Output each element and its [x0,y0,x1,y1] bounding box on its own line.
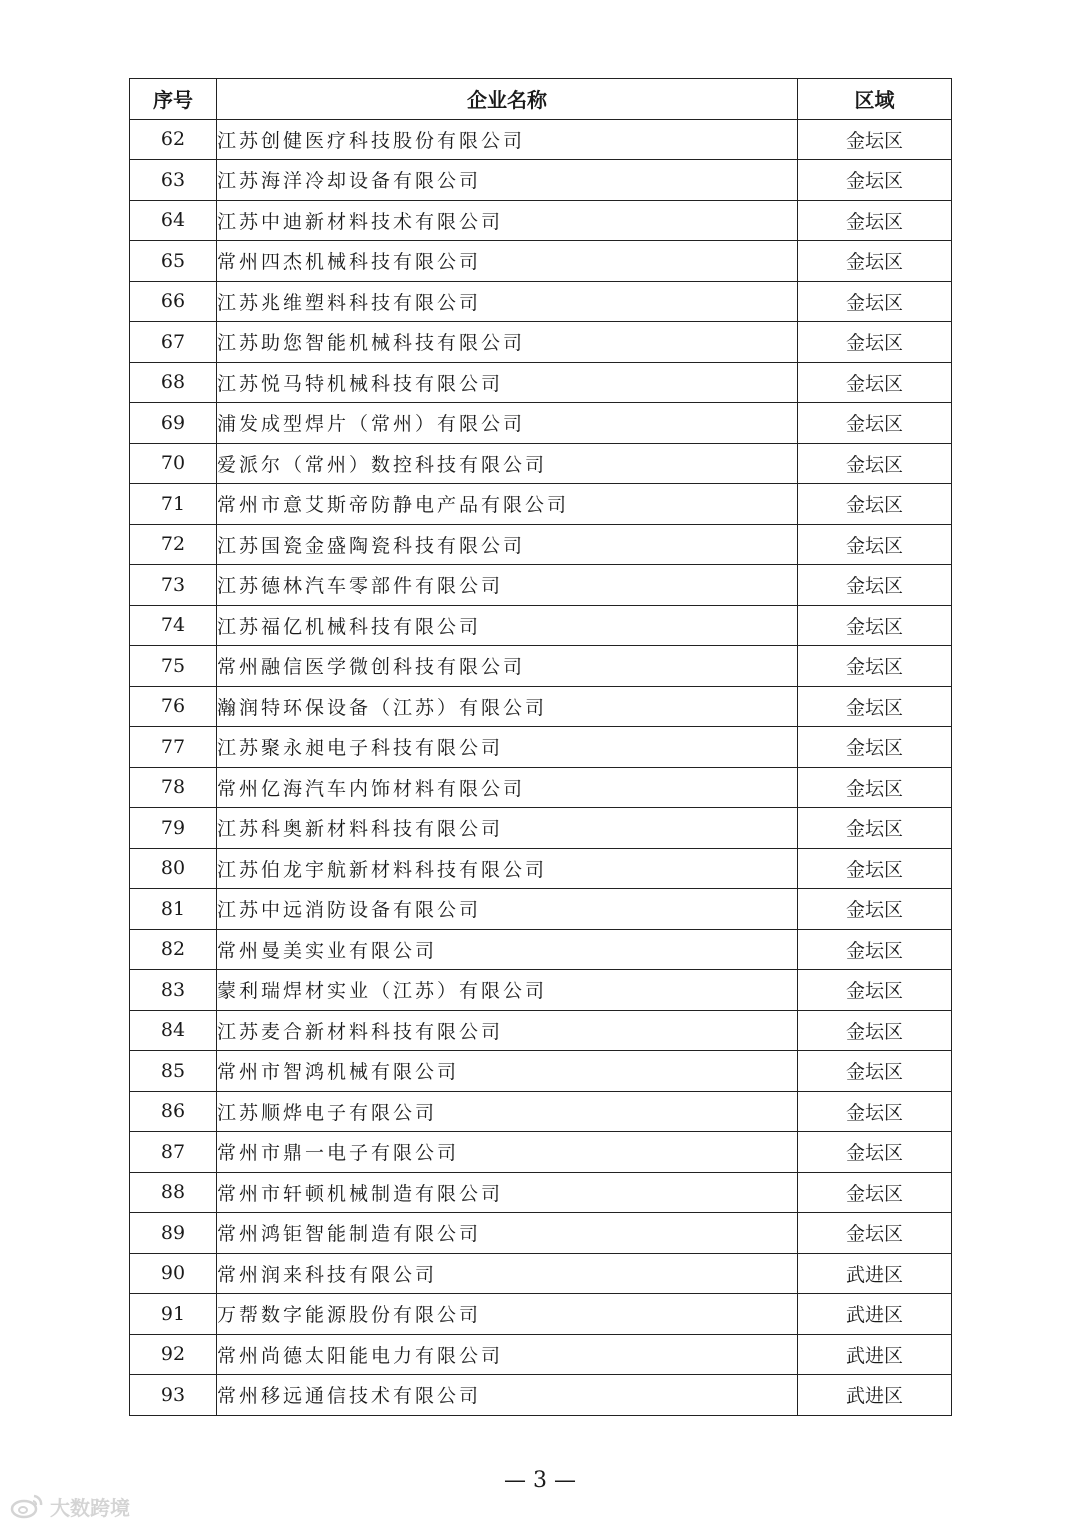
cell-company-name: 江苏兆维塑料科技有限公司 [217,281,798,322]
table-row [130,808,952,849]
cell-company-name: 常州尚德太阳能电力有限公司 [217,1334,798,1375]
cell-region: 金坛区 [798,524,952,565]
table-row [130,362,952,403]
table-row [130,565,952,606]
cell-region: 金坛区 [798,808,952,849]
table-row [130,524,952,565]
cell-serial-number: 72 [130,524,217,565]
cell-region: 金坛区 [798,484,952,525]
cell-region: 金坛区 [798,241,952,282]
table-row [130,1375,952,1416]
cell-company-name: 江苏中远消防设备有限公司 [217,889,798,930]
table-row [130,1091,952,1132]
cell-region: 金坛区 [798,362,952,403]
cell-company-name: 江苏悦马特机械科技有限公司 [217,362,798,403]
cell-company-name: 常州市鼎一电子有限公司 [217,1132,798,1173]
cell-region: 金坛区 [798,929,952,970]
cell-serial-number: 90 [130,1253,217,1294]
cell-region: 金坛区 [798,565,952,606]
cell-company-name: 江苏海洋冷却设备有限公司 [217,160,798,201]
cell-region: 金坛区 [798,403,952,444]
cell-region: 金坛区 [798,160,952,201]
weibo-logo-icon [10,1493,44,1519]
cell-company-name: 常州市意艾斯帝防静电产品有限公司 [217,484,798,525]
cell-company-name: 江苏助您智能机械科技有限公司 [217,322,798,363]
table-row [130,646,952,687]
cell-region: 金坛区 [798,848,952,889]
table-row [130,1172,952,1213]
cell-company-name: 常州鸿钜智能制造有限公司 [217,1213,798,1254]
cell-region: 金坛区 [798,1213,952,1254]
cell-serial-number: 62 [130,119,217,160]
cell-company-name: 江苏伯龙宇航新材料科技有限公司 [217,848,798,889]
table-row [130,119,952,160]
cell-region: 金坛区 [798,119,952,160]
page-number: — 3 — [504,1468,576,1493]
cell-company-name: 江苏国瓷金盛陶瓷科技有限公司 [217,524,798,565]
cell-serial-number: 69 [130,403,217,444]
cell-company-name: 常州四杰机械科技有限公司 [217,241,798,282]
table-row [130,1010,952,1051]
cell-company-name: 万帮数字能源股份有限公司 [217,1294,798,1335]
table-row [130,727,952,768]
header-serial-number: 序号 [130,79,217,120]
table-row [130,322,952,363]
table-row [130,1294,952,1335]
cell-serial-number: 64 [130,200,217,241]
header-company-name: 企业名称 [217,79,798,120]
cell-company-name: 爱派尔（常州）数控科技有限公司 [217,443,798,484]
cell-region: 金坛区 [798,443,952,484]
cell-serial-number: 68 [130,362,217,403]
table-row [130,1132,952,1173]
cell-company-name: 江苏德林汽车零部件有限公司 [217,565,798,606]
cell-serial-number: 83 [130,970,217,1011]
cell-region: 金坛区 [798,1172,952,1213]
cell-region: 金坛区 [798,1051,952,1092]
cell-serial-number: 73 [130,565,217,606]
cell-serial-number: 91 [130,1294,217,1335]
cell-company-name: 浦发成型焊片（常州）有限公司 [217,403,798,444]
table-row [130,889,952,930]
cell-serial-number: 81 [130,889,217,930]
cell-company-name: 常州亿海汽车内饰材料有限公司 [217,767,798,808]
table-row [130,241,952,282]
cell-company-name: 常州润来科技有限公司 [217,1253,798,1294]
table-row [130,686,952,727]
table-row [130,970,952,1011]
cell-company-name: 常州市智鸿机械有限公司 [217,1051,798,1092]
table-row [130,1051,952,1092]
cell-region: 金坛区 [798,970,952,1011]
cell-company-name: 江苏福亿机械科技有限公司 [217,605,798,646]
table-row [130,403,952,444]
cell-serial-number: 74 [130,605,217,646]
table-row [130,1253,952,1294]
cell-serial-number: 92 [130,1334,217,1375]
cell-serial-number: 63 [130,160,217,201]
cell-serial-number: 84 [130,1010,217,1051]
cell-company-name: 江苏顺烨电子有限公司 [217,1091,798,1132]
cell-region: 金坛区 [798,281,952,322]
watermark-text: 大数跨境 [50,1495,130,1520]
table-header-row [130,79,952,120]
table-row [130,929,952,970]
cell-company-name: 常州市轩顿机械制造有限公司 [217,1172,798,1213]
cell-region: 武进区 [798,1294,952,1335]
cell-region: 金坛区 [798,200,952,241]
table-row [130,605,952,646]
header-region: 区域 [798,79,952,120]
cell-company-name: 瀚润特环保设备（江苏）有限公司 [217,686,798,727]
cell-region: 金坛区 [798,1010,952,1051]
cell-serial-number: 67 [130,322,217,363]
cell-region: 武进区 [798,1253,952,1294]
cell-company-name: 江苏聚永昶电子科技有限公司 [217,727,798,768]
cell-company-name: 江苏科奥新材料科技有限公司 [217,808,798,849]
cell-region: 金坛区 [798,727,952,768]
cell-serial-number: 77 [130,727,217,768]
cell-serial-number: 79 [130,808,217,849]
cell-region: 金坛区 [798,1132,952,1173]
table-row [130,1213,952,1254]
cell-company-name: 江苏中迪新材料技术有限公司 [217,200,798,241]
cell-region: 金坛区 [798,646,952,687]
cell-serial-number: 89 [130,1213,217,1254]
watermark [10,1491,130,1521]
table-body [130,119,952,1415]
table-row [130,767,952,808]
cell-region: 武进区 [798,1375,952,1416]
enterprise-table [129,78,952,1416]
cell-serial-number: 87 [130,1132,217,1173]
cell-region: 金坛区 [798,322,952,363]
cell-region: 武进区 [798,1334,952,1375]
cell-serial-number: 93 [130,1375,217,1416]
cell-region: 金坛区 [798,1091,952,1132]
table-row [130,281,952,322]
cell-serial-number: 65 [130,241,217,282]
cell-serial-number: 76 [130,686,217,727]
cell-serial-number: 82 [130,929,217,970]
cell-serial-number: 78 [130,767,217,808]
cell-serial-number: 86 [130,1091,217,1132]
cell-region: 金坛区 [798,767,952,808]
cell-company-name: 常州融信医学微创科技有限公司 [217,646,798,687]
cell-serial-number: 71 [130,484,217,525]
cell-serial-number: 88 [130,1172,217,1213]
table-row [130,484,952,525]
cell-company-name: 蒙利瑞焊材实业（江苏）有限公司 [217,970,798,1011]
cell-company-name: 常州移远通信技术有限公司 [217,1375,798,1416]
table-row [130,1334,952,1375]
cell-company-name: 常州曼美实业有限公司 [217,929,798,970]
cell-region: 金坛区 [798,889,952,930]
table-row [130,443,952,484]
cell-region: 金坛区 [798,686,952,727]
cell-serial-number: 75 [130,646,217,687]
cell-region: 金坛区 [798,605,952,646]
cell-serial-number: 80 [130,848,217,889]
table-row [130,160,952,201]
cell-serial-number: 70 [130,443,217,484]
cell-company-name: 江苏创健医疗科技股份有限公司 [217,119,798,160]
cell-company-name: 江苏麦合新材料科技有限公司 [217,1010,798,1051]
table-row [130,200,952,241]
table-row [130,848,952,889]
cell-serial-number: 85 [130,1051,217,1092]
cell-serial-number: 66 [130,281,217,322]
